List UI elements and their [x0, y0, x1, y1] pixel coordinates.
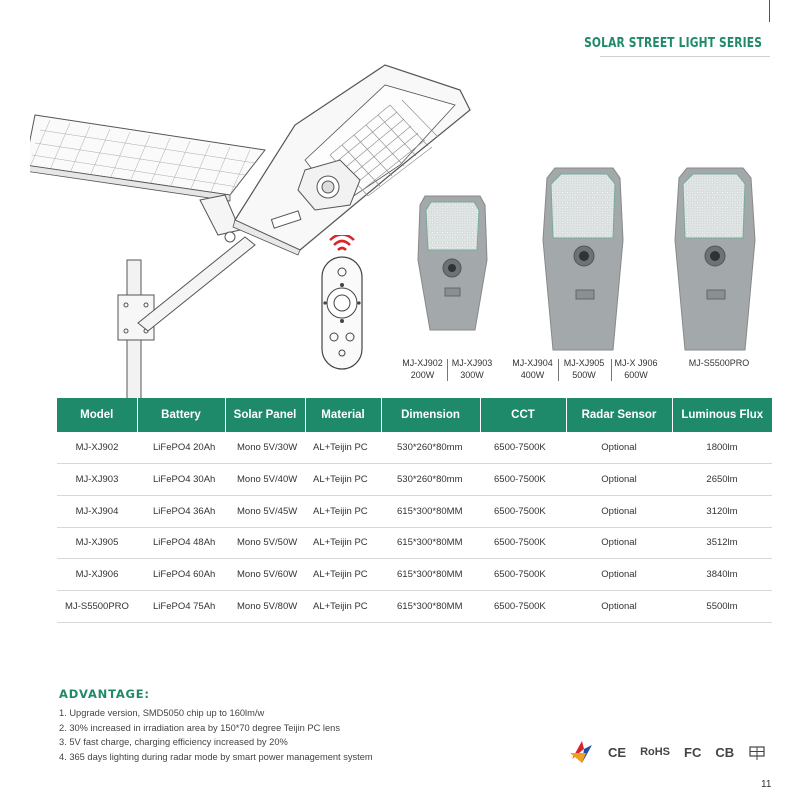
cell-radar-sensor: Optional [566, 559, 672, 591]
cell-dimension: 530*260*80mm [381, 432, 480, 464]
cell-radar-sensor: Optional [566, 464, 672, 496]
col-header-dimension: Dimension [381, 398, 480, 432]
product-lamps-image [395, 160, 775, 390]
cell-battery: LiFePO4 30Ah [137, 464, 225, 496]
cell-dimension: 615*300*80MM [381, 527, 480, 559]
advantage-item: 4. 365 days lighting during radar mode by smart power management system [59, 751, 373, 762]
table-row [57, 495, 772, 527]
rohs-mark-icon: RoHS [640, 746, 671, 758]
ce-mark-icon: CE [608, 744, 627, 760]
col-header-battery: Battery [137, 398, 225, 432]
col-header-luminous-flux: Luminous Flux [672, 398, 772, 432]
cell-cct: 6500-7500K [480, 527, 566, 559]
quality-logo-icon [568, 739, 596, 765]
solar-panel-mark-icon [748, 743, 766, 761]
cell-solar-panel: Mono 5V/50W [225, 527, 305, 559]
cell-model: MJ-XJ903 [57, 464, 137, 496]
cell-model: MJ-XJ904 [57, 495, 137, 527]
cell-battery: LiFePO4 48Ah [137, 527, 225, 559]
label-xj904: MJ-XJ904 400W [512, 358, 553, 380]
advantage-title: ADVANTAGE: [59, 687, 150, 701]
label-xj906: MJ-X J906 600W [614, 358, 658, 380]
title-underline [600, 56, 770, 57]
cell-model: MJ-XJ902 [57, 432, 137, 464]
cell-cct: 6500-7500K [480, 559, 566, 591]
fcc-mark-icon: FC [684, 744, 702, 760]
cell-radar-sensor: Optional [566, 590, 672, 622]
cell-battery: LiFePO4 75Ah [137, 590, 225, 622]
table-row [57, 590, 772, 622]
col-header-model: Model [57, 398, 137, 432]
col-header-cct: CCT [480, 398, 566, 432]
table-row [57, 464, 772, 496]
col-header-material: Material [305, 398, 381, 432]
cell-radar-sensor: Optional [566, 432, 672, 464]
cell-battery: LiFePO4 20Ah [137, 432, 225, 464]
cell-solar-panel: Mono 5V/40W [225, 464, 305, 496]
cell-material: AL+Teijin PC [305, 590, 381, 622]
cell-luminous-flux: 3840lm [672, 559, 772, 591]
cell-solar-panel: Mono 5V/45W [225, 495, 305, 527]
advantage-item: 1. Upgrade version, SMD5050 chip up to 160lm/w [59, 708, 265, 718]
cell-cct: 6500-7500K [480, 590, 566, 622]
cell-solar-panel: Mono 5V/30W [225, 432, 305, 464]
cell-solar-panel: Mono 5V/60W [225, 559, 305, 591]
certification-logos [568, 738, 766, 766]
cell-luminous-flux: 5500lm [672, 590, 772, 622]
table-row [57, 527, 772, 559]
label-xj903: MJ-XJ903 300W [451, 358, 493, 380]
spec-table [57, 398, 772, 623]
top-divider-line [769, 0, 770, 22]
cell-luminous-flux: 1800lm [672, 432, 772, 464]
table-row [57, 432, 772, 464]
cb-mark-icon: CB [715, 744, 735, 760]
lamp-xj904-906 [543, 168, 623, 350]
cell-model: MJ-XJ905 [57, 527, 137, 559]
label-xj905: MJ-XJ905 500W [563, 358, 605, 380]
advantage-item: 2. 30% increased in irradiation area by 150*70 degree Teijin PC lens [59, 722, 340, 733]
cell-luminous-flux: 3120lm [672, 495, 772, 527]
cell-luminous-flux: 2650lm [672, 464, 772, 496]
cell-cct: 6500-7500K [480, 495, 566, 527]
cell-solar-panel: Mono 5V/80W [225, 590, 305, 622]
page-number: 11 [761, 779, 772, 790]
cell-model: MJ-S5500PRO [57, 590, 137, 622]
advantage-list [59, 706, 373, 764]
col-header-solar-panel: Solar Panel [225, 398, 305, 432]
page-title: SOLAR STREET LIGHT SERIES [583, 36, 762, 51]
lamp-xj902-903 [418, 196, 487, 330]
cell-luminous-flux: 3512lm [672, 527, 772, 559]
cell-material: AL+Teijin PC [305, 527, 381, 559]
cell-radar-sensor: Optional [566, 495, 672, 527]
remote-control-image [312, 235, 372, 375]
cell-cct: 6500-7500K [480, 432, 566, 464]
label-s5500pro: MJ-S5500PRO [688, 358, 750, 368]
cell-dimension: 615*300*80MM [381, 559, 480, 591]
cell-dimension: 530*260*80mm [381, 464, 480, 496]
cell-battery: LiFePO4 60Ah [137, 559, 225, 591]
table-row [57, 559, 772, 591]
cell-dimension: 615*300*80MM [381, 590, 480, 622]
cell-dimension: 615*300*80MM [381, 495, 480, 527]
cell-battery: LiFePO4 36Ah [137, 495, 225, 527]
cell-material: AL+Teijin PC [305, 495, 381, 527]
cell-radar-sensor: Optional [566, 527, 672, 559]
cell-material: AL+Teijin PC [305, 559, 381, 591]
col-header-radar-sensor: Radar Sensor [566, 398, 672, 432]
cell-cct: 6500-7500K [480, 464, 566, 496]
advantage-item: 3. 5V fast charge, charging efficiency increased by 20% [59, 737, 288, 747]
cell-material: AL+Teijin PC [305, 464, 381, 496]
lamp-s5500pro [675, 168, 755, 350]
cell-material: AL+Teijin PC [305, 432, 381, 464]
label-xj902: MJ-XJ902 200W [402, 358, 443, 380]
table-header-row [57, 398, 772, 432]
cell-model: MJ-XJ906 [57, 559, 137, 591]
